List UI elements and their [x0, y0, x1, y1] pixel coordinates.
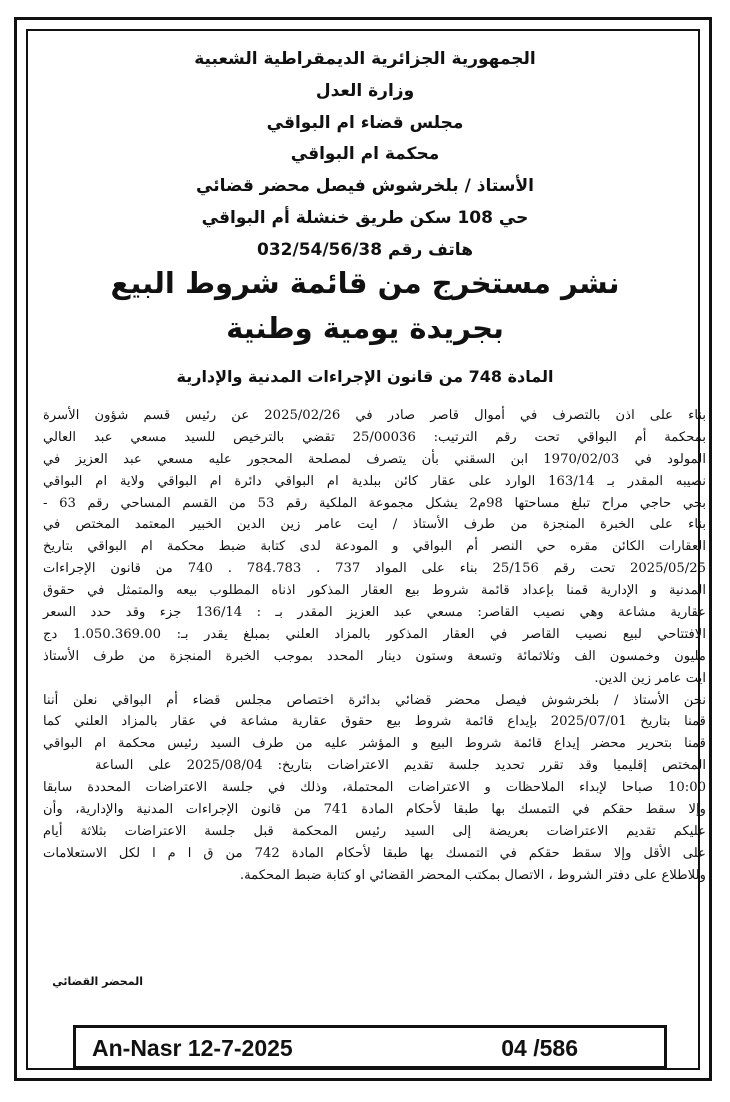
body-line: بمحكمة أم البواقي تحت رقم الترتيب: 25/00036 تقضي بالترخيص للسيد مسعي عبد العالي	[43, 429, 707, 445]
body-line: قمنا بتحرير محضر إيداع قائمة شروط البيع و المؤشر عليه من طرف السيد رئيس محكمة ام البواقي	[43, 736, 706, 752]
bailiff-name: الأستاذ / بلخرشوش فيصل محضر قضائي	[196, 176, 534, 197]
bailiff-phone: هاتف رقم 032/54/56/38	[257, 239, 473, 260]
body-line: نصيبه المقدر بـ 163/14 الوارد على عقار كائن ببلدية ام البواقي دائرة ام البواقي ولاية ام البواقي	[43, 473, 707, 489]
legal-article-reference: المادة 748 من قانون الإجراءات المدنية والإدارية	[176, 367, 554, 386]
body-line: المختص إقليميا وقد تقرر تحديد جلسة تقديم الاعتراضات بتاريخ: 2025/08/04 على الساعة	[95, 758, 706, 774]
bailiff-address: حي 108 سكن طريق خنشلة أم البواقي	[201, 207, 529, 228]
reference-number: 04 /586	[501, 1035, 578, 1061]
body-line: قمنا بتاريخ 2025/07/01 بإيداع قائمة شروط بيع حقوق عقارية مشاعة في عقار بالمزاد العلني كما	[43, 714, 706, 730]
body-line: مليون وخمسون الف وثلاثمائة وتسعة وستون دينار المحدد بموجب الخبرة المنجزة من طرف الأستاذ	[43, 648, 706, 664]
body-line: العقارات الكائن مقره حي النصر أم البواقي و المودعة لدى كتابة ضبط محكمة ام البواقي بتاريخ	[43, 539, 706, 555]
body-line: 2025/05/25 تحت رقم 25/156 بناء على المواد 737 . 784.783 . 740 من قانون الإجراءات	[43, 561, 706, 577]
signature-label: المحضر القضائي	[52, 975, 143, 988]
body-line: المدنية و الإدارية قمنا بإعداد قائمة شروط بيع العقار المذكور اذناه المطلوب بيعه والمتمثل في حقوق	[43, 583, 706, 599]
notice-subtitle: بجريدة يومية وطنية	[226, 311, 504, 345]
body-line: بحي حاجي مراح تبلغ مساحتها 98م2 يشكل مجموعة الملكية رقم 53 من القسم المساحي رقم 63 -	[43, 495, 707, 511]
body-line: نحن الأستاذ / بلخرشوش فيصل محضر قضائي بدائرة اختصاص مجلس قضاء أم البواقي نعلن أننا	[43, 692, 706, 708]
court-council-name: مجلس قضاء ام البواقي	[266, 112, 464, 133]
body-line: وإلا سقط حقكم في التمسك بها طبقا لأحكام المادة 741 من قانون الإجراءات المدنية والإدارية، وأن	[43, 802, 707, 818]
body-line: عليكم تقديم الاعتراضات بعريضة إلى السيد رئيس المحكمة قبل جلسة الاعتراضات بثلاثة أيام	[43, 823, 706, 839]
publication-footer	[73, 1025, 667, 1069]
newspaper-date: An-Nasr 12-7-2025	[92, 1035, 293, 1061]
body-line: بناء على الخبرة المنجزة من طرف الأستاذ / ايت عامر زين الدين الخبير المعتمد المختص في	[43, 517, 706, 533]
body-line: بناء على اذن بالتصرف في أموال قاصر صادر في 2025/02/26 عن رئيس قسم شؤون الأسرة	[43, 408, 706, 423]
body-line: عقارية مشاعة وهي نصيب القاصر: مسعي عبد العزيز المقدر بـ : 136/14 جزء وقد حدد السعر	[43, 605, 706, 621]
ministry-name: وزارة العدل	[315, 80, 415, 101]
country-name: الجمهورية الجزائرية الديمقراطية الشعبية	[194, 49, 536, 69]
body-line: المولود في 1970/02/03 ابن السقني بأن يتصرف لمصلحة المحجور عليه مسعي عبد العزيز في	[43, 451, 706, 467]
letterhead	[60, 44, 670, 267]
notice-body	[43, 405, 706, 887]
body-line: 10:00 صباحا لإبداء الملاحظات و الاعتراضات المحتملة، وذلك في جلسة الاعتراضات المحددة سابقا	[43, 780, 706, 796]
body-line: على الأقل وإلا سقط حقكم في التمسك بها طبقا لأحكام المادة 742 من ق ا م ا لكل الاستعلامات	[43, 845, 706, 861]
notice-title: نشر مستخرج من قائمة شروط البيع	[110, 266, 620, 300]
body-line: ايت عامر زين الدين.	[594, 670, 706, 686]
court-name: محكمة ام البواقي	[290, 144, 440, 165]
body-line: وللاطلاع على دفتر الشروط ، الاتصال بمكتب المحضر القضائي او كتابة ضبط المحكمة.	[239, 867, 706, 883]
body-line: الافتتاحي لبيع نصيب القاصر في العقار المذكور بالمزاد العلني بمبلغ يقدر بـ: 1.050.369.00 دج	[43, 626, 706, 642]
